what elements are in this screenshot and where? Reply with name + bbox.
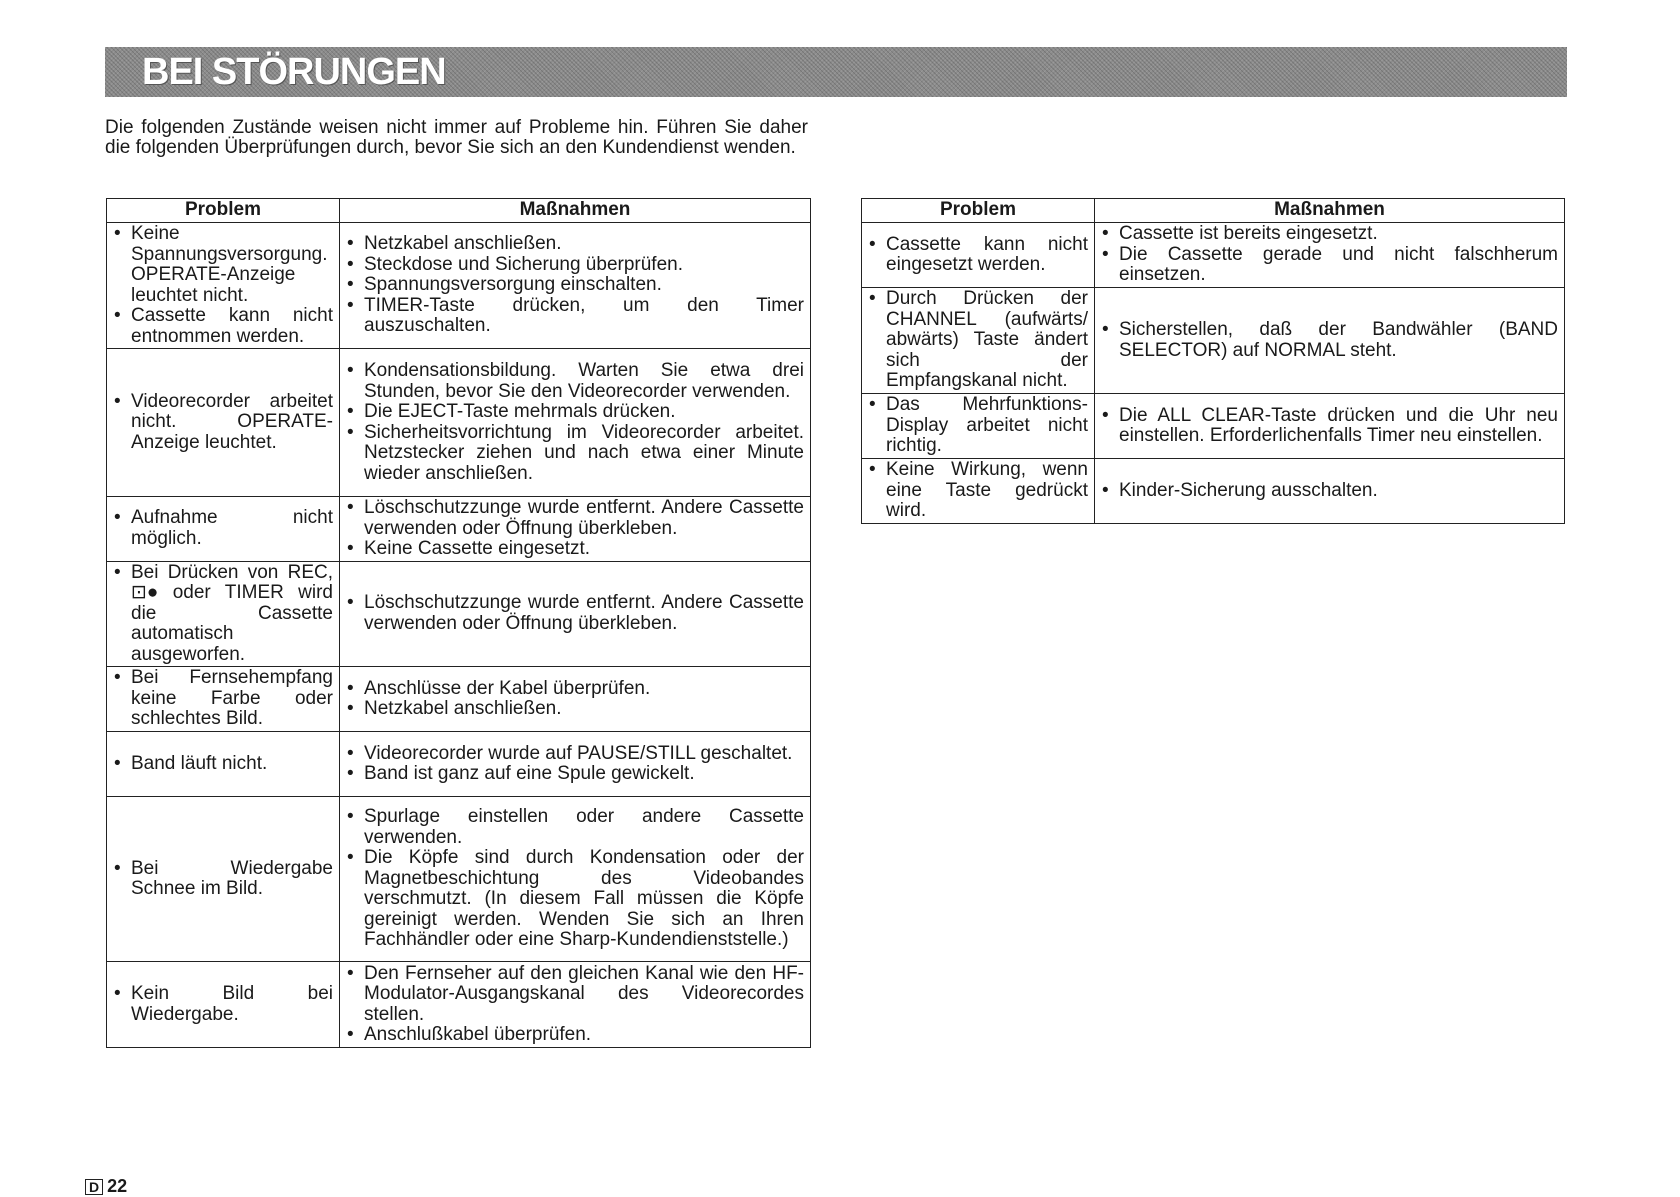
column-header-measures: Maßnahmen xyxy=(340,199,811,223)
problem-cell xyxy=(107,667,340,732)
problem-cell xyxy=(107,962,340,1048)
column-header-problem: Problem xyxy=(107,199,340,223)
measure-item: • Sicherstellen, daß der Bandwähler (BAND SELECTOR) auf NORMAL steht. xyxy=(1100,320,1558,361)
record-button-icon: ⊡● xyxy=(131,582,159,603)
intro-paragraph: Die folgenden Zustände weisen nicht immer auf Probleme hin. Führen Sie daher die folgenden Überprüfungen durch, bevor Sie sich an den Kundendienst wenden. xyxy=(105,117,808,158)
measure-item: • Band ist ganz auf eine Spule gewickelt. xyxy=(345,764,804,785)
problem-item: • Bei Fernsehempfang keine Farbe oder schlechtes Bild. xyxy=(112,668,333,730)
problem-item: • Keine Wirkung, wenn eine Taste gedrückt wird. xyxy=(867,460,1088,522)
measures-cell xyxy=(340,732,811,797)
problem-cell xyxy=(107,797,340,962)
measures-cell xyxy=(340,497,811,562)
problem-cell xyxy=(862,223,1095,288)
problem-text-post: oder TIMER wird die Cassette automatisch ausgeworfen. xyxy=(131,582,334,665)
measure-item: • Den Fernseher auf den gleichen Kanal wie den HF-Modulator-Ausgangskanal des Videorecordes stellen. xyxy=(345,964,804,1026)
table-row xyxy=(862,394,1565,459)
measure-item: • Netzkabel anschließen. xyxy=(345,699,804,720)
problem-cell xyxy=(862,394,1095,459)
measure-item: • Spannungsversorgung einschalten. xyxy=(345,275,804,296)
measures-cell xyxy=(1095,459,1565,524)
measure-item: • Löschschutzzunge wurde entfernt. Andere Cassette verwenden oder Öffnung überkleben. xyxy=(345,593,804,634)
problem-item: • Videorecorder arbeitet nicht. OPERATE-Anzeige leuchtet. xyxy=(112,392,333,454)
table-header-row xyxy=(862,199,1565,223)
measures-cell xyxy=(340,561,811,667)
measures-cell xyxy=(1095,223,1565,288)
measure-item: • Die Köpfe sind durch Kondensation oder der Magnetbeschichtung des Videobandes verschmutzt. (In diesem Fall müssen die Köpfe gereinigt werden. Wenden Sie sich an Ihren Fachhändler oder eine Sharp-Kundendienststelle.) xyxy=(345,848,804,951)
table-row xyxy=(107,667,811,732)
problem-cell xyxy=(862,459,1095,524)
measures-cell xyxy=(1095,288,1565,394)
table-row xyxy=(862,288,1565,394)
table-row xyxy=(107,732,811,797)
problem-item xyxy=(112,563,333,666)
table-row xyxy=(107,349,811,497)
problem-item: • Band läuft nicht. xyxy=(112,754,333,775)
problem-cell xyxy=(107,732,340,797)
measure-item: • Anschlüsse der Kabel überprüfen. xyxy=(345,679,804,700)
measure-item: • Die ALL CLEAR-Taste drücken und die Uhr neu einstellen. Erforderlichenfalls Timer neu einstellen. xyxy=(1100,406,1558,447)
measure-item: • Cassette ist bereits eingesetzt. xyxy=(1100,224,1558,245)
page-title: BEI STÖRUNGEN xyxy=(142,51,446,93)
measure-item: • Die EJECT-Taste mehrmals drücken. xyxy=(345,402,804,423)
language-badge: D xyxy=(85,1179,103,1195)
troubleshooting-table-left xyxy=(106,198,811,1048)
problem-cell xyxy=(107,349,340,497)
measure-item: • Spurlage einstellen oder andere Cassette verwenden. xyxy=(345,807,804,848)
table-row xyxy=(107,223,811,349)
column-header-problem: Problem xyxy=(862,199,1095,223)
problem-item: • Bei Wiedergabe Schnee im Bild. xyxy=(112,859,333,900)
table-row xyxy=(107,962,811,1048)
table-row xyxy=(107,561,811,667)
problem-item: • Keine Spannungsversorgung. OPERATE-Anzeige leuchtet nicht. xyxy=(112,224,333,306)
problem-item: • Aufnahme nicht möglich. xyxy=(112,508,333,549)
table-row xyxy=(107,797,811,962)
column-header-measures: Maßnahmen xyxy=(1095,199,1565,223)
measures-cell xyxy=(340,797,811,962)
measure-item: • Löschschutzzunge wurde entfernt. Andere Cassette verwenden oder Öffnung überkleben. xyxy=(345,498,804,539)
table-row xyxy=(862,223,1565,288)
troubleshooting-table-right xyxy=(861,198,1565,524)
measures-cell xyxy=(340,223,811,349)
measure-item: • Kondensationsbildung. Warten Sie etwa drei Stunden, bevor Sie den Videorecorder verwenden. xyxy=(345,361,804,402)
problem-cell xyxy=(107,223,340,349)
measures-cell xyxy=(1095,394,1565,459)
page-number-value: 22 xyxy=(107,1176,128,1196)
table-row xyxy=(862,459,1565,524)
measures-cell xyxy=(340,349,811,497)
measure-item: • Netzkabel anschließen. xyxy=(345,234,804,255)
problem-item: • Kein Bild bei Wiedergabe. xyxy=(112,984,333,1025)
problem-cell xyxy=(107,561,340,667)
problem-item: • Cassette kann nicht entnommen werden. xyxy=(112,306,333,347)
table-row xyxy=(107,497,811,562)
measure-item: • Steckdose und Sicherung überprüfen. xyxy=(345,255,804,276)
measure-item: • Anschlußkabel überprüfen. xyxy=(345,1025,804,1046)
table-header-row xyxy=(107,199,811,223)
problem-item: • Durch Drücken der CHANNEL (aufwärts/ abwärts) Taste ändert sich der Empfangskanal nicht. xyxy=(867,289,1088,392)
problem-item: • Das Mehrfunktions-Display arbeitet nicht richtig. xyxy=(867,395,1088,457)
problem-cell xyxy=(862,288,1095,394)
title-banner xyxy=(105,47,1567,97)
measure-item: • Videorecorder wurde auf PAUSE/STILL geschaltet. xyxy=(345,744,804,765)
measure-item: • TIMER-Taste drücken, um den Timer auszuschalten. xyxy=(345,296,804,337)
problem-item: • Cassette kann nicht eingesetzt werden. xyxy=(867,235,1088,276)
problem-text-pre: Bei Drücken von REC, xyxy=(131,561,333,583)
page-number xyxy=(85,1176,127,1197)
measure-item: • Keine Cassette eingesetzt. xyxy=(345,539,804,560)
measure-item: • Die Cassette gerade und nicht falschherum einsetzen. xyxy=(1100,245,1558,286)
measure-item: • Kinder-Sicherung ausschalten. xyxy=(1100,481,1558,502)
measures-cell xyxy=(340,667,811,732)
measures-cell xyxy=(340,962,811,1048)
problem-cell xyxy=(107,497,340,562)
measure-item: • Sicherheitsvorrichtung im Videorecorder arbeitet. Netzstecker ziehen und nach etwa einer Minute wieder anschließen. xyxy=(345,423,804,485)
